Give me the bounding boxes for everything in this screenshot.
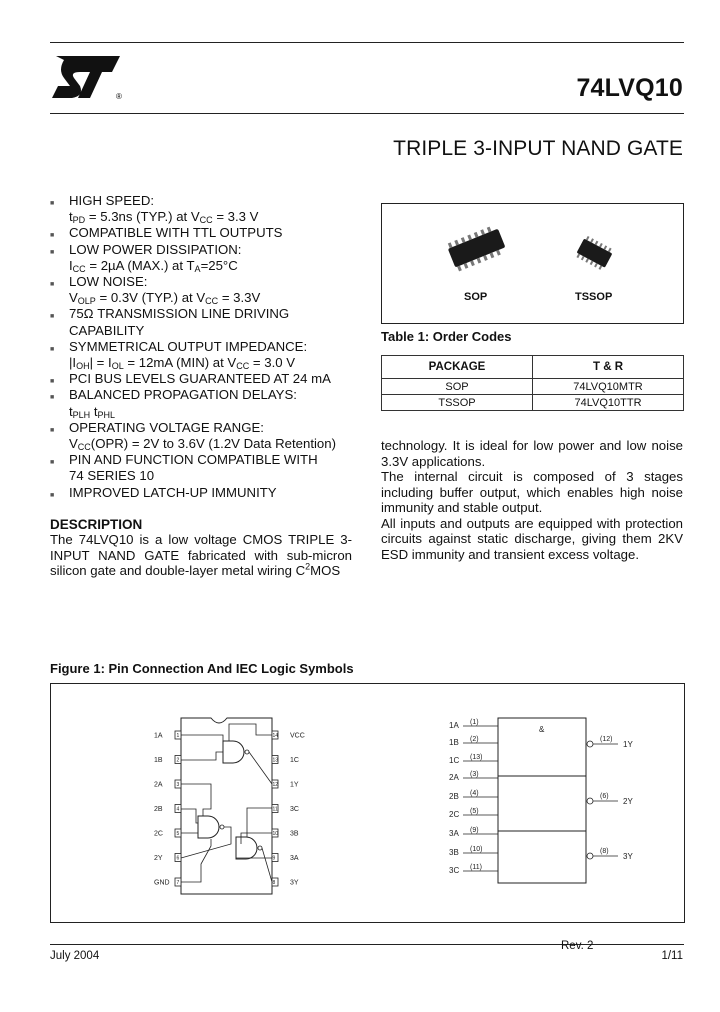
pin-label: 1Y [290, 781, 299, 789]
page-number: 1/11 [661, 950, 683, 962]
bullet-icon: ■ [50, 394, 55, 402]
feature-list [50, 193, 360, 501]
table-header: PACKAGE [382, 356, 533, 379]
iec-input-pin: (3) [470, 771, 479, 778]
table-caption: Table 1: Order Codes [381, 329, 512, 344]
pin-label: VCC [290, 732, 305, 740]
list-item: ■ PCI BUS LEVELS GUARANTEED AT 24 mA [50, 371, 360, 387]
iec-and-symbol: & [539, 725, 545, 734]
wire [181, 735, 223, 745]
list-item: $V_{OLP} = 0.3V$ (TYP.) at $V_{CC} = 3.3V$ [69, 290, 261, 307]
iec-output-pin: (12) [600, 736, 613, 743]
list-item: ■ 75Ω TRANSMISSION LINE DRIVING [50, 306, 360, 322]
iec-input-pin: (13) [470, 754, 483, 761]
list-item: $t_{PLH}$ $t_{PHL}$ [69, 403, 116, 420]
pin-label: 3B [290, 830, 299, 838]
table-row [382, 395, 684, 411]
bullet-icon: ■ [50, 459, 55, 467]
wire [181, 827, 231, 858]
iec-input-pin: (4) [470, 790, 479, 797]
pin-label: 2C [154, 830, 163, 838]
tssop-label: TSSOP [575, 291, 613, 303]
pin-label: 3A [290, 855, 299, 862]
nand-gate-icon [223, 741, 244, 763]
pin-label: 1B [154, 757, 163, 764]
iec-input-label: 1B [449, 738, 459, 747]
iec-output-label: 2Y [623, 797, 633, 806]
wire [241, 833, 272, 844]
figure-caption: Figure 1: Pin Connection And IEC Logic Symbols [50, 661, 354, 676]
wire [229, 724, 272, 741]
list-item: ■ SYMMETRICAL OUTPUT IMPEDANCE: [50, 339, 360, 355]
description-left: The 74LVQ10 is a low voltage CMOS TRIPLE 3-INPUT NAND GATE fabricated with sub-micron silicon gate and double-layer metal wiring $C^2MOS$ [50, 532, 352, 578]
iec-output-pin: (6) [600, 793, 609, 800]
package-images [381, 203, 684, 324]
pin-number: 14 [272, 733, 279, 740]
registered-mark: ® [116, 92, 122, 101]
footer-revision: Rev. 2 [561, 940, 594, 952]
list-item: ■ OPERATING VOLTAGE RANGE: [50, 420, 360, 436]
table-cell: 74LVQ10TTR [533, 395, 684, 411]
iec-input-pin: (2) [470, 736, 479, 743]
part-number: 74LVQ10 [576, 74, 683, 102]
page-subtitle: TRIPLE 3-INPUT NAND GATE [393, 137, 683, 160]
table-cell: SOP [382, 379, 533, 395]
output-bubble-icon [587, 798, 593, 804]
pin-number: 9 [272, 855, 276, 862]
inversion-bubble-icon [220, 825, 224, 829]
iec-output-pin: (8) [600, 848, 609, 855]
table-cell: TSSOP [382, 395, 533, 411]
pin-label: GND [154, 879, 170, 887]
footer-date: July 2004 [50, 950, 100, 962]
table-header: T & R [533, 356, 684, 379]
pin-number: 4 [176, 806, 180, 813]
st-logo [50, 52, 130, 102]
wire [262, 848, 272, 882]
bullet-icon: ■ [50, 426, 55, 434]
tssop-package-image [570, 234, 618, 274]
pin-number: 6 [176, 855, 180, 862]
list-item: $I_{CC} = 2\mu A$ (MAX.) at $T_A=25^\circ C$ [69, 257, 238, 274]
list-item: ■ HIGH SPEED: [50, 193, 360, 209]
wire [181, 752, 223, 760]
figure-box [50, 683, 685, 923]
output-bubble-icon [587, 741, 593, 747]
bullet-icon: ■ [50, 248, 55, 256]
wire [181, 839, 211, 882]
description-paragraph: technology. It is ideal for low power and low noise 3.3V applications. [381, 438, 683, 469]
bullet-icon: ■ [50, 345, 55, 353]
pin-number: 5 [176, 831, 180, 838]
bullet-icon: ■ [50, 378, 55, 386]
pin-label: 3C [290, 806, 299, 813]
description-right [381, 438, 683, 562]
iec-input-pin: (11) [470, 864, 482, 871]
list-item: ■ LOW POWER DISSIPATION: [50, 242, 360, 258]
nand-gate-icon [236, 837, 257, 859]
iec-output-label: 1Y [623, 740, 633, 749]
pin-label: 2B [154, 806, 163, 813]
pin-label: 2Y [154, 855, 163, 862]
pin-label: 1C [290, 757, 299, 764]
header-rule [50, 113, 684, 114]
list-item: $V_{CC}(OPR) = 2V$ to 3.6V (1.2V Data Retention) [69, 436, 336, 453]
iec-input-pin: (1) [470, 719, 479, 726]
iec-input-pin: (5) [470, 808, 479, 815]
list-item: 74 SERIES 10 [69, 468, 155, 484]
iec-box [498, 718, 586, 883]
inversion-bubble-icon [258, 846, 262, 850]
list-item: $|I_{OH}| = I_{OL} = 12mA$ (MIN) at $V_{CC} = 3.0$ V [69, 355, 296, 372]
bullet-icon: ■ [50, 232, 55, 240]
iec-input-pin: (9) [470, 827, 479, 834]
bullet-icon: ■ [50, 281, 55, 289]
table-header-row [382, 356, 684, 379]
list-item: CAPABILITY [69, 322, 145, 338]
pin-label: 1A [154, 732, 163, 740]
pin-number: 10 [272, 831, 279, 838]
iec-output-label: 3Y [623, 852, 633, 861]
nand-gate-icon [198, 816, 219, 838]
pin-number: 8 [272, 880, 276, 887]
table-row [382, 379, 684, 395]
bullet-icon: ■ [50, 313, 55, 321]
top-rule [50, 42, 684, 43]
iec-input-label: 3A [449, 829, 459, 838]
bullet-icon: ■ [50, 491, 55, 499]
list-item: ■ COMPATIBLE WITH TTL OUTPUTS [50, 225, 360, 241]
pin-number: 3 [176, 782, 180, 789]
pin-number: 2 [176, 757, 180, 764]
dip-body [181, 718, 272, 894]
description-heading: DESCRIPTION [50, 517, 143, 532]
pin-label: 3Y [290, 879, 299, 887]
pin-number: 13 [272, 757, 279, 764]
sop-label: SOP [464, 291, 488, 303]
iec-input-pin: (10) [470, 846, 483, 853]
wire [249, 752, 272, 784]
iec-input-label: 2C [449, 810, 460, 819]
iec-input-label: 3C [449, 866, 460, 875]
list-item: ■ BALANCED PROPAGATION DELAYS: [50, 387, 360, 403]
list-item: ■ PIN AND FUNCTION COMPATIBLE WITH [50, 452, 360, 468]
description-paragraph: The internal circuit is composed of 3 stages including buffer output, which enables high noise immunity and stable output. [381, 469, 683, 515]
pin-diagram [51, 684, 684, 922]
output-bubble-icon [587, 853, 593, 859]
list-item: ■ LOW NOISE: [50, 274, 360, 290]
iec-input-label: 1C [449, 756, 460, 765]
iec-input-label: 3B [449, 848, 459, 857]
pin-number: 7 [176, 880, 180, 887]
wire [236, 851, 272, 858]
list-item: ■ IMPROVED LATCH-UP IMMUNITY [50, 485, 360, 501]
pin-number: 12 [272, 782, 279, 789]
iec-input-label: 1A [449, 721, 459, 730]
pin-number: 11 [272, 806, 278, 813]
pin-number: 1 [176, 733, 180, 740]
wire [181, 809, 198, 823]
iec-input-label: 2A [449, 773, 459, 782]
table-cell: 74LVQ10MTR [533, 379, 684, 395]
bullet-icon: ■ [50, 200, 55, 207]
sop-package-image [442, 224, 512, 274]
inversion-bubble-icon [245, 750, 249, 754]
iec-input-label: 2B [449, 792, 459, 801]
description-paragraph: All inputs and outputs are equipped with protection circuits against static discharge, giving them 2KV ESD immunity and transient excess voltage. [381, 515, 683, 562]
pin-label: 2A [154, 781, 163, 789]
list-item: $t_{PD} = 5.3ns$ (TYP.) at $V_{CC} = 3.3$ V [69, 209, 259, 226]
order-codes-table [381, 355, 684, 411]
